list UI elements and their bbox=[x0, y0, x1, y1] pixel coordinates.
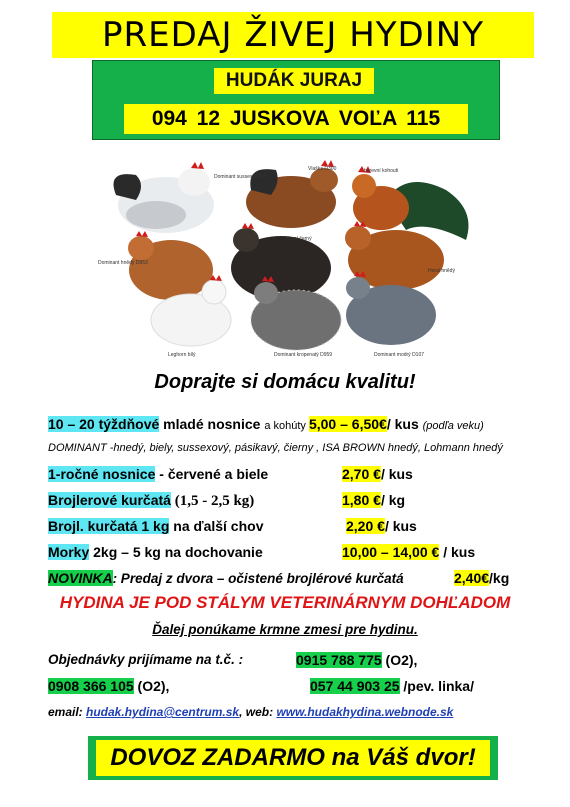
offer-label: 1-ročné nosnice bbox=[48, 466, 156, 482]
free-delivery-banner: DOVOZ ZADARMO na Váš dvor! bbox=[96, 740, 490, 776]
offer-unit: / kus bbox=[439, 544, 476, 560]
offer-label: Morky bbox=[48, 544, 90, 560]
web-label: , web: bbox=[239, 705, 277, 719]
photo-label: Vlaška D300 bbox=[308, 166, 337, 172]
tagline: Doprajte si domácu kvalitu! bbox=[154, 371, 416, 393]
phone-number[interactable]: 0915 788 775 bbox=[296, 652, 382, 668]
photo-label: Dominant hnědý D853 bbox=[98, 260, 148, 266]
vet-notice: HYDINA JE POD STÁLYM VETERINÁRNYM DOHĽADOM bbox=[59, 593, 511, 612]
offer-text: 2kg – 5 kg na dochovanie bbox=[89, 544, 263, 560]
phone-row-3 bbox=[310, 676, 474, 696]
offer-broiler-1kg-price-row bbox=[346, 516, 417, 536]
offer-price: 10,00 – 14,00 € bbox=[342, 544, 440, 560]
phone-row-2 bbox=[48, 676, 169, 696]
offer-label: NOVINKA bbox=[48, 570, 113, 586]
phone-number[interactable]: 057 44 903 25 bbox=[310, 678, 400, 694]
offer-text: - červené a biele bbox=[155, 466, 269, 482]
photo-label: Horal černý bbox=[286, 236, 312, 242]
offer-unit: / kus bbox=[384, 518, 417, 534]
address: 094 12 JUSKOVA VOĽA 115 bbox=[124, 104, 468, 134]
offer-novinka bbox=[48, 568, 404, 589]
offer-unit: / kus bbox=[380, 466, 413, 482]
photo-label: Dominant kropenatý D959 bbox=[274, 352, 333, 358]
breeds-list: DOMINANT -hnedý, biely, sussexový, pásikavý, čierny , ISA BROWN hnedý, Lohmann hnedý bbox=[48, 442, 503, 454]
email-link[interactable]: hudak.hydina@centrum.sk bbox=[86, 705, 240, 719]
offer-price: 2,40€ bbox=[454, 570, 490, 586]
phone-number[interactable]: 0908 366 105 bbox=[48, 678, 134, 694]
owner-name: HUDÁK JURAJ bbox=[214, 68, 374, 94]
offer-price: 1,80 € bbox=[342, 492, 381, 508]
offer-price: 2,70 € bbox=[342, 466, 381, 482]
photo-label: Leghorn bílý bbox=[168, 352, 196, 358]
offer-price: 2,20 € bbox=[346, 518, 385, 534]
offer-yearly-hens bbox=[48, 464, 268, 484]
offer-text: mladé nosnice bbox=[159, 416, 265, 432]
phone-note: /pev. linka/ bbox=[399, 678, 474, 694]
orders-label: Objednávky prijímame na t.č. : bbox=[48, 652, 244, 667]
offer-novinka-price-row bbox=[454, 568, 509, 588]
offer-label: 10 – 20 týždňové bbox=[48, 416, 160, 432]
photo-label: Dominant modrý D107 bbox=[374, 352, 425, 358]
page-title: PREDAJ ŽIVEJ HYDINY bbox=[52, 12, 534, 58]
photo-label: barevní kohouti bbox=[364, 168, 399, 174]
phone-note: (O2), bbox=[133, 678, 170, 694]
offer-price: 5,00 – 6,50€ bbox=[308, 416, 387, 432]
offer-text: (1,5 - 2,5 kg) bbox=[170, 493, 255, 509]
offer-yearly-price-row bbox=[342, 464, 413, 484]
phone-note: (O2), bbox=[381, 652, 418, 668]
offer-unit: / kg bbox=[380, 492, 406, 508]
offer-broiler-1kg bbox=[48, 516, 264, 536]
web-link[interactable]: www.hudakhydina.webnode.sk bbox=[276, 705, 454, 719]
offer-text: : Predaj z dvora – očistené brojlérové kurčatá bbox=[112, 571, 404, 586]
phone-row-1 bbox=[296, 650, 417, 670]
contact-links bbox=[48, 702, 453, 722]
offer-unit: / kus bbox=[386, 416, 423, 432]
feed-notice: Ďalej ponúkame krmne zmesi pre hydinu. bbox=[152, 622, 418, 637]
photo-label: Horal hnědý bbox=[428, 268, 455, 274]
email-label: email: bbox=[48, 705, 87, 719]
photo-label: Dominant sussex D104 bbox=[214, 174, 266, 180]
chickens-photo bbox=[96, 160, 480, 365]
offer-broiler bbox=[48, 490, 254, 511]
offer-turkey-price-row bbox=[342, 542, 475, 562]
offer-young-hens bbox=[48, 414, 484, 436]
offer-label: Brojlerové kurčatá bbox=[48, 492, 171, 508]
offer-unit: /kg bbox=[489, 570, 510, 586]
offer-broiler-price-row bbox=[342, 490, 405, 510]
offer-note: (podľa veku) bbox=[422, 420, 484, 432]
offer-text: na ďalší chov bbox=[169, 518, 264, 534]
offer-turkey bbox=[48, 542, 263, 562]
offer-small: a kohúty bbox=[264, 420, 309, 432]
offer-label: Brojl. kurčatá 1 kg bbox=[48, 518, 170, 534]
